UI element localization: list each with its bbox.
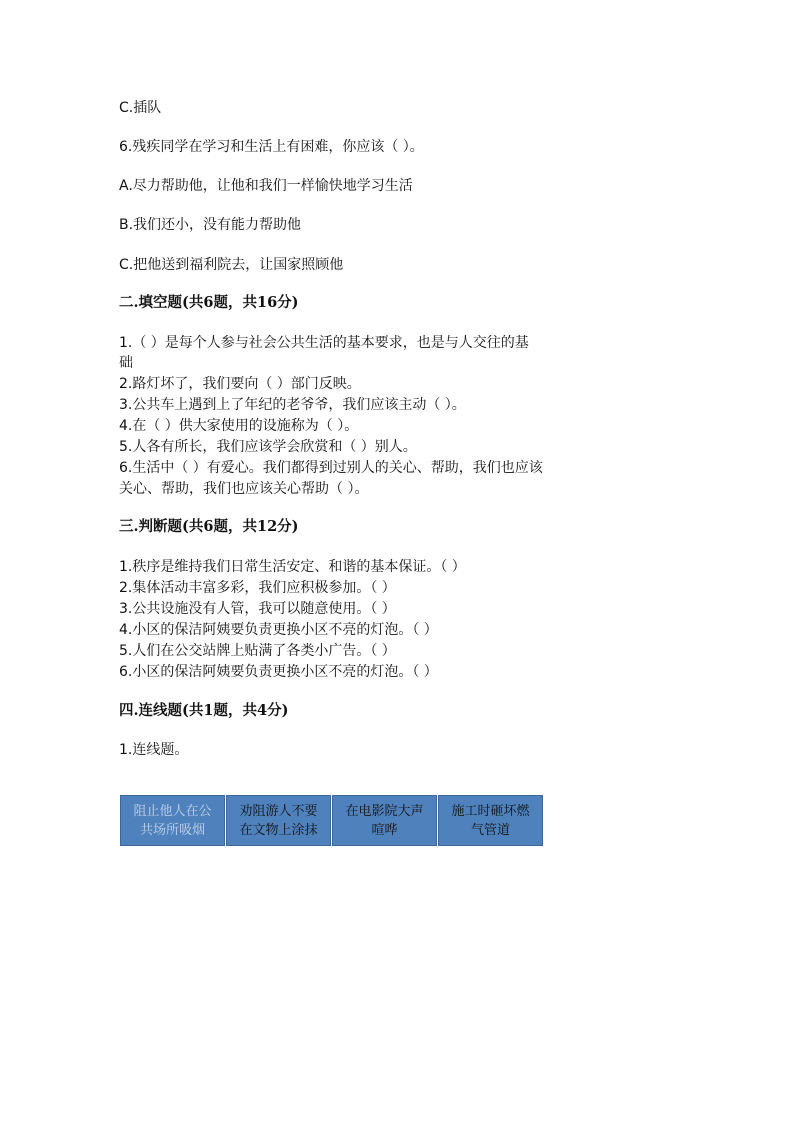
judge-question-3: 3.公共设施没有人管，我可以随意使用。（ ） — [119, 601, 396, 617]
option-b: B.我们还小，没有能力帮助他 — [119, 217, 302, 233]
fill-question-1: 1.（ ）是每个人参与社会公共生活的基本要求，也是与人交往的基 — [119, 335, 529, 351]
fill-question-5: 5.人各有所长，我们应该学会欣赏和（ ）别人。 — [119, 439, 417, 455]
judge-question-1: 1.秩序是维持我们日常生活安定、和谐的基本保证。（ ） — [119, 559, 466, 575]
fill-question-4: 4.在（ ）供大家使用的设施称为（ ）。 — [119, 418, 359, 434]
fill-question-6-cont: 关心、帮助，我们也应该关心帮助（ ）。 — [119, 481, 369, 497]
matching-box-1: 阻止他人在公共场所吸烟 — [120, 795, 225, 846]
section-fill-in-heading: 二.填空题(共6题，共16分) — [119, 294, 299, 311]
matching-question-1: 1.连线题。 — [119, 742, 189, 758]
matching-box-4: 施工时砸坏燃气管道 — [438, 795, 543, 846]
matching-box-2: 劝阻游人不要在文物上涂抹 — [226, 795, 331, 846]
judge-question-5: 5.人们在公交站牌上贴满了各类小广告。（ ） — [119, 643, 396, 659]
judge-question-4: 4.小区的保洁阿姨要负责更换小区不亮的灯泡。（ ） — [119, 622, 438, 638]
judge-question-6: 6.小区的保洁阿姨要负责更换小区不亮的灯泡。（ ） — [119, 664, 438, 680]
option-a: A.尽力帮助他，让他和我们一样愉快地学习生活 — [119, 178, 413, 194]
fill-question-6: 6.生活中（ ）有爱心。我们都得到过别人的关心、帮助，我们也应该 — [119, 460, 543, 476]
fill-question-1-cont: 础 — [119, 355, 133, 371]
question-6: 6.残疾同学在学习和生活上有困难，你应该（ ）。 — [119, 139, 424, 155]
option-c-queue-jumping: C.插队 — [119, 100, 162, 116]
matching-box-3: 在电影院大声喧哗 — [332, 795, 437, 846]
option-c: C.把他送到福利院去，让国家照顾他 — [119, 257, 344, 273]
section-judgement-heading: 三.判断题(共6题，共12分) — [119, 518, 299, 535]
section-matching-heading: 四.连线题(共1题，共4分) — [119, 702, 289, 719]
fill-question-3: 3.公共车上遇到上了年纪的老爷爷，我们应该主动（ ）。 — [119, 397, 466, 413]
judge-question-2: 2.集体活动丰富多彩，我们应积极参加。（ ） — [119, 580, 396, 596]
matching-boxes — [120, 795, 544, 846]
fill-question-2: 2.路灯坏了，我们要向（ ）部门反映。 — [119, 376, 361, 392]
